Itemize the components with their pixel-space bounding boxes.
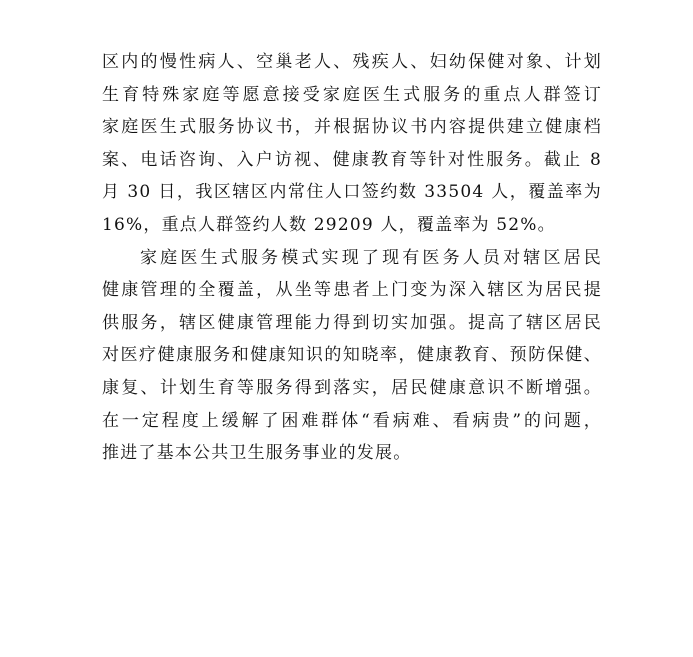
text-line: 案、电话咨询、入户访视、健康教育等针对性服务。截止 8 [102, 149, 602, 170]
text-line: 康复、计划生育等服务得到落实，居民健康意识不断增强。 [102, 377, 602, 398]
text-line: 16%，重点人群签约人数 29209 人，覆盖率为 52%。 [102, 214, 556, 235]
paragraph-2 [102, 242, 602, 470]
text-line: 区内的慢性病人、空巢老人、残疾人、妇幼保健对象、计划 [102, 52, 602, 72]
text-line: 供服务，辖区健康管理能力得到切实加强。提高了辖区居民 [102, 312, 602, 333]
text-line: 月 30 日，我区辖区内常住人口签约数 33504 人，覆盖率为 [102, 182, 602, 203]
text-line: 对医疗健康服务和健康知识的知晓率，健康教育、预防保健、 [102, 345, 602, 366]
text-line: 家庭医生式服务协议书，并根据协议书内容提供建立健康档 [102, 117, 602, 138]
text-line: 在一定程度上缓解了困难群体“看病难、看病贵”的问题， [102, 410, 602, 431]
text-line: 生育特殊家庭等愿意接受家庭医生式服务的重点人群签订 [102, 84, 602, 105]
document-body [102, 46, 602, 470]
text-line: 推进了基本公共卫生服务事业的发展。 [102, 443, 412, 464]
text-line: 健康管理的全覆盖，从坐等患者上门变为深入辖区为居民提 [102, 280, 602, 301]
text-line: 家庭医生式服务模式实现了现有医务人员对辖区居民 [140, 247, 602, 268]
paragraph-1 [102, 46, 602, 242]
